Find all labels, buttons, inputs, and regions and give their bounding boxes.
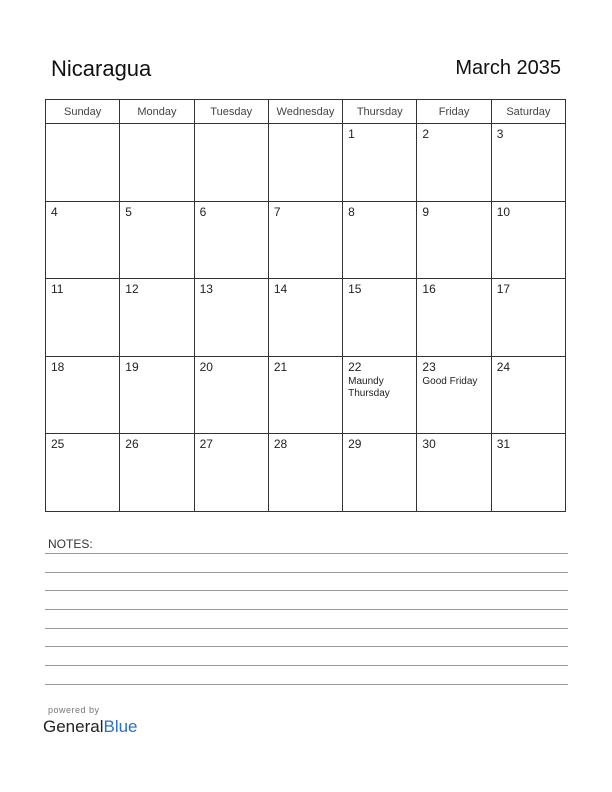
day-cell <box>268 434 342 512</box>
day-cell <box>194 201 268 279</box>
holiday-label: Maundy Thursday <box>348 375 390 399</box>
day-cell <box>491 356 565 434</box>
day-number: 1 <box>348 127 355 141</box>
day-cell <box>491 201 565 279</box>
weekday-header: Tuesday <box>194 100 268 124</box>
weekday-header: Friday <box>417 100 491 124</box>
holiday-label: Good Friday <box>422 375 478 387</box>
day-cell <box>491 279 565 357</box>
notes-line <box>45 572 568 573</box>
day-cell <box>417 356 491 434</box>
powered-by-text: powered by <box>48 705 100 715</box>
day-cell <box>491 124 565 202</box>
day-cell <box>120 124 194 202</box>
notes-line <box>45 553 568 554</box>
day-number: 17 <box>496 282 511 297</box>
day-number: 29 <box>348 437 362 452</box>
day-cell <box>46 201 120 279</box>
notes-label: NOTES: <box>48 537 93 551</box>
day-number: 26 <box>125 437 139 452</box>
notes-line <box>45 590 568 591</box>
day-cell <box>417 434 491 512</box>
day-number: 2 <box>422 127 430 141</box>
day-cell <box>417 279 491 357</box>
day-number: 20 <box>199 359 213 374</box>
day-number: 7 <box>273 204 281 219</box>
day-number: 5 <box>125 204 132 219</box>
weekday-header: Monday <box>120 100 194 124</box>
day-cell <box>46 124 120 202</box>
brand-general: General <box>43 717 104 736</box>
day-number: 25 <box>51 437 65 452</box>
day-number: 16 <box>422 282 436 297</box>
day-cell <box>343 124 417 202</box>
weekday-header-row <box>46 100 566 124</box>
week-row <box>46 124 566 202</box>
notes-line <box>45 646 568 647</box>
day-number: 23 <box>422 359 436 374</box>
day-cell <box>194 124 268 202</box>
day-number: 4 <box>51 204 58 219</box>
day-cell <box>46 434 120 512</box>
day-cell <box>194 356 268 434</box>
day-number: 6 <box>199 204 207 219</box>
day-number: 14 <box>273 282 288 297</box>
weekday-header: Thursday <box>343 100 417 124</box>
notes-line <box>45 665 568 666</box>
day-cell <box>268 279 342 357</box>
day-cell <box>268 201 342 279</box>
day-number: 15 <box>348 282 362 297</box>
day-cell <box>120 279 194 357</box>
weekday-header: Saturday <box>491 100 565 124</box>
week-row <box>46 434 566 512</box>
brand-blue: Blue <box>103 717 138 736</box>
day-number: 8 <box>348 204 355 219</box>
country-title: Nicaragua <box>51 56 152 81</box>
month-year-title: March 2035 <box>455 57 561 79</box>
weekday-header: Sunday <box>46 100 120 124</box>
day-cell <box>343 279 417 357</box>
day-number: 11 <box>51 282 64 297</box>
day-number: 10 <box>496 204 511 219</box>
day-cell <box>417 201 491 279</box>
day-cell <box>268 356 342 434</box>
generalblue-logo <box>43 717 138 737</box>
day-cell <box>120 356 194 434</box>
day-cell <box>268 124 342 202</box>
day-number: 21 <box>273 359 288 374</box>
day-cell <box>194 279 268 357</box>
day-cell <box>46 356 120 434</box>
day-number: 31 <box>496 437 511 452</box>
day-cell <box>46 279 120 357</box>
day-number: 24 <box>496 359 511 374</box>
day-number: 12 <box>125 282 139 297</box>
week-row <box>46 279 566 357</box>
calendar-grid <box>45 99 566 512</box>
day-cell <box>343 201 417 279</box>
day-number: 13 <box>199 282 213 297</box>
day-number: 28 <box>273 437 288 452</box>
weekday-header: Wednesday <box>268 100 342 124</box>
day-number: 19 <box>125 359 139 374</box>
day-number: 22 <box>348 359 362 374</box>
day-cell <box>120 434 194 512</box>
day-cell <box>343 356 417 434</box>
day-number: 3 <box>496 127 504 141</box>
notes-line <box>45 609 568 610</box>
notes-line <box>45 684 568 685</box>
day-number: 9 <box>422 204 430 219</box>
day-number: 18 <box>51 359 65 374</box>
day-number: 30 <box>422 437 436 452</box>
day-cell <box>417 124 491 202</box>
notes-line <box>45 628 568 629</box>
day-cell <box>491 434 565 512</box>
day-number: 27 <box>199 437 213 452</box>
day-cell <box>120 201 194 279</box>
week-row <box>46 356 566 434</box>
day-cell <box>194 434 268 512</box>
week-row <box>46 201 566 279</box>
day-cell <box>343 434 417 512</box>
